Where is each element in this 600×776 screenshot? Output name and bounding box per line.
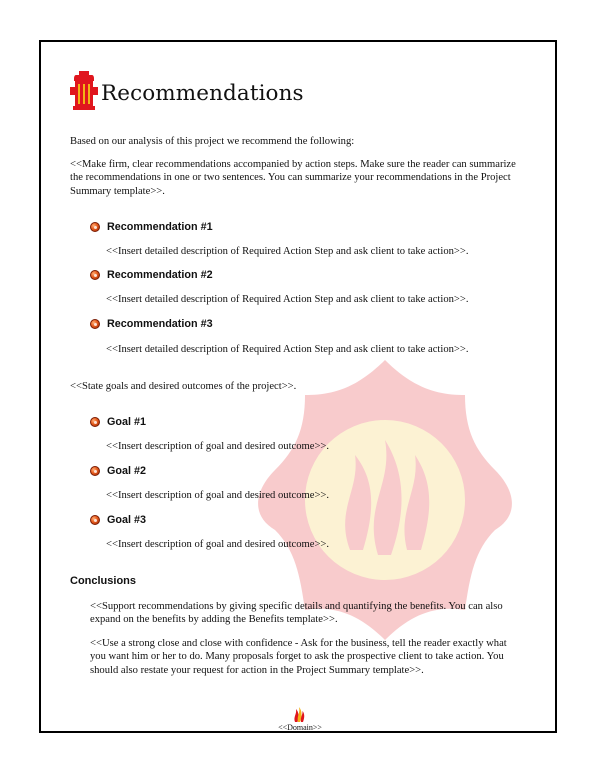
conclusions-line: should also restate your request for action in the Project Summary template>>. xyxy=(90,664,424,676)
page-title: Recommendations xyxy=(101,81,304,106)
goal-label: Goal #3 xyxy=(107,514,147,526)
recommendation-desc: <<Insert detailed description of Required Action Step and ask client to take action>>. xyxy=(106,344,469,355)
conclusions-line: <<Use a strong close and close with confidence - Ask for the business, tell the reader exactly what xyxy=(90,638,507,649)
conclusions-line: expand on the benefits by adding the Benefits template>>. xyxy=(90,614,338,626)
conclusions-line: <<Support recommendations by giving specific details and quantifying the benefits. You can also xyxy=(90,601,503,612)
conclusions-paragraph xyxy=(90,637,507,677)
instructions-line: Summary template>>. xyxy=(70,185,165,197)
recommendation-label: Recommendation #1 xyxy=(107,221,213,233)
goal-desc: <<Insert description of goal and desired outcome>>. xyxy=(106,490,330,501)
goals-intro: <<State goals and desired outcomes of the project>>. xyxy=(70,381,297,392)
goal-desc: <<Insert description of goal and desired outcome>>. xyxy=(106,441,330,452)
conclusions-paragraph xyxy=(90,600,503,627)
orange-bullet-icon xyxy=(90,515,100,525)
fire-hydrant-icon xyxy=(70,70,98,110)
orange-bullet-icon xyxy=(90,222,100,232)
goal-label: Goal #1 xyxy=(107,416,147,428)
instructions-line: <<Make firm, clear recommendations accompanied by action steps. Make sure the reader can summarize xyxy=(70,159,516,170)
footer-domain: <<Domain>> xyxy=(278,723,322,732)
goal-desc: <<Insert description of goal and desired outcome>>. xyxy=(106,539,330,550)
orange-bullet-icon xyxy=(90,319,100,329)
instructions-paragraph xyxy=(70,158,516,198)
recommendation-label: Recommendation #3 xyxy=(107,318,213,330)
conclusions-line: you want him or her to do. Many proposals forget to ask the prospective client to take action. You xyxy=(90,651,504,663)
recommendation-desc: <<Insert detailed description of Required Action Step and ask client to take action>>. xyxy=(106,246,469,257)
orange-bullet-icon xyxy=(90,270,100,280)
flame-logo-icon xyxy=(292,706,306,723)
intro-text: Based on our analysis of this project we recommend the following: xyxy=(70,136,355,147)
goal-label: Goal #2 xyxy=(107,465,147,477)
recommendation-desc: <<Insert detailed description of Required Action Step and ask client to take action>>. xyxy=(106,294,469,305)
recommendation-label: Recommendation #2 xyxy=(107,269,213,281)
orange-bullet-icon xyxy=(90,466,100,476)
instructions-line: the recommendations in one or two sentences. You can summarize your recommendations in the Project xyxy=(70,172,511,184)
orange-bullet-icon xyxy=(90,417,100,427)
conclusions-heading: Conclusions xyxy=(70,575,137,587)
